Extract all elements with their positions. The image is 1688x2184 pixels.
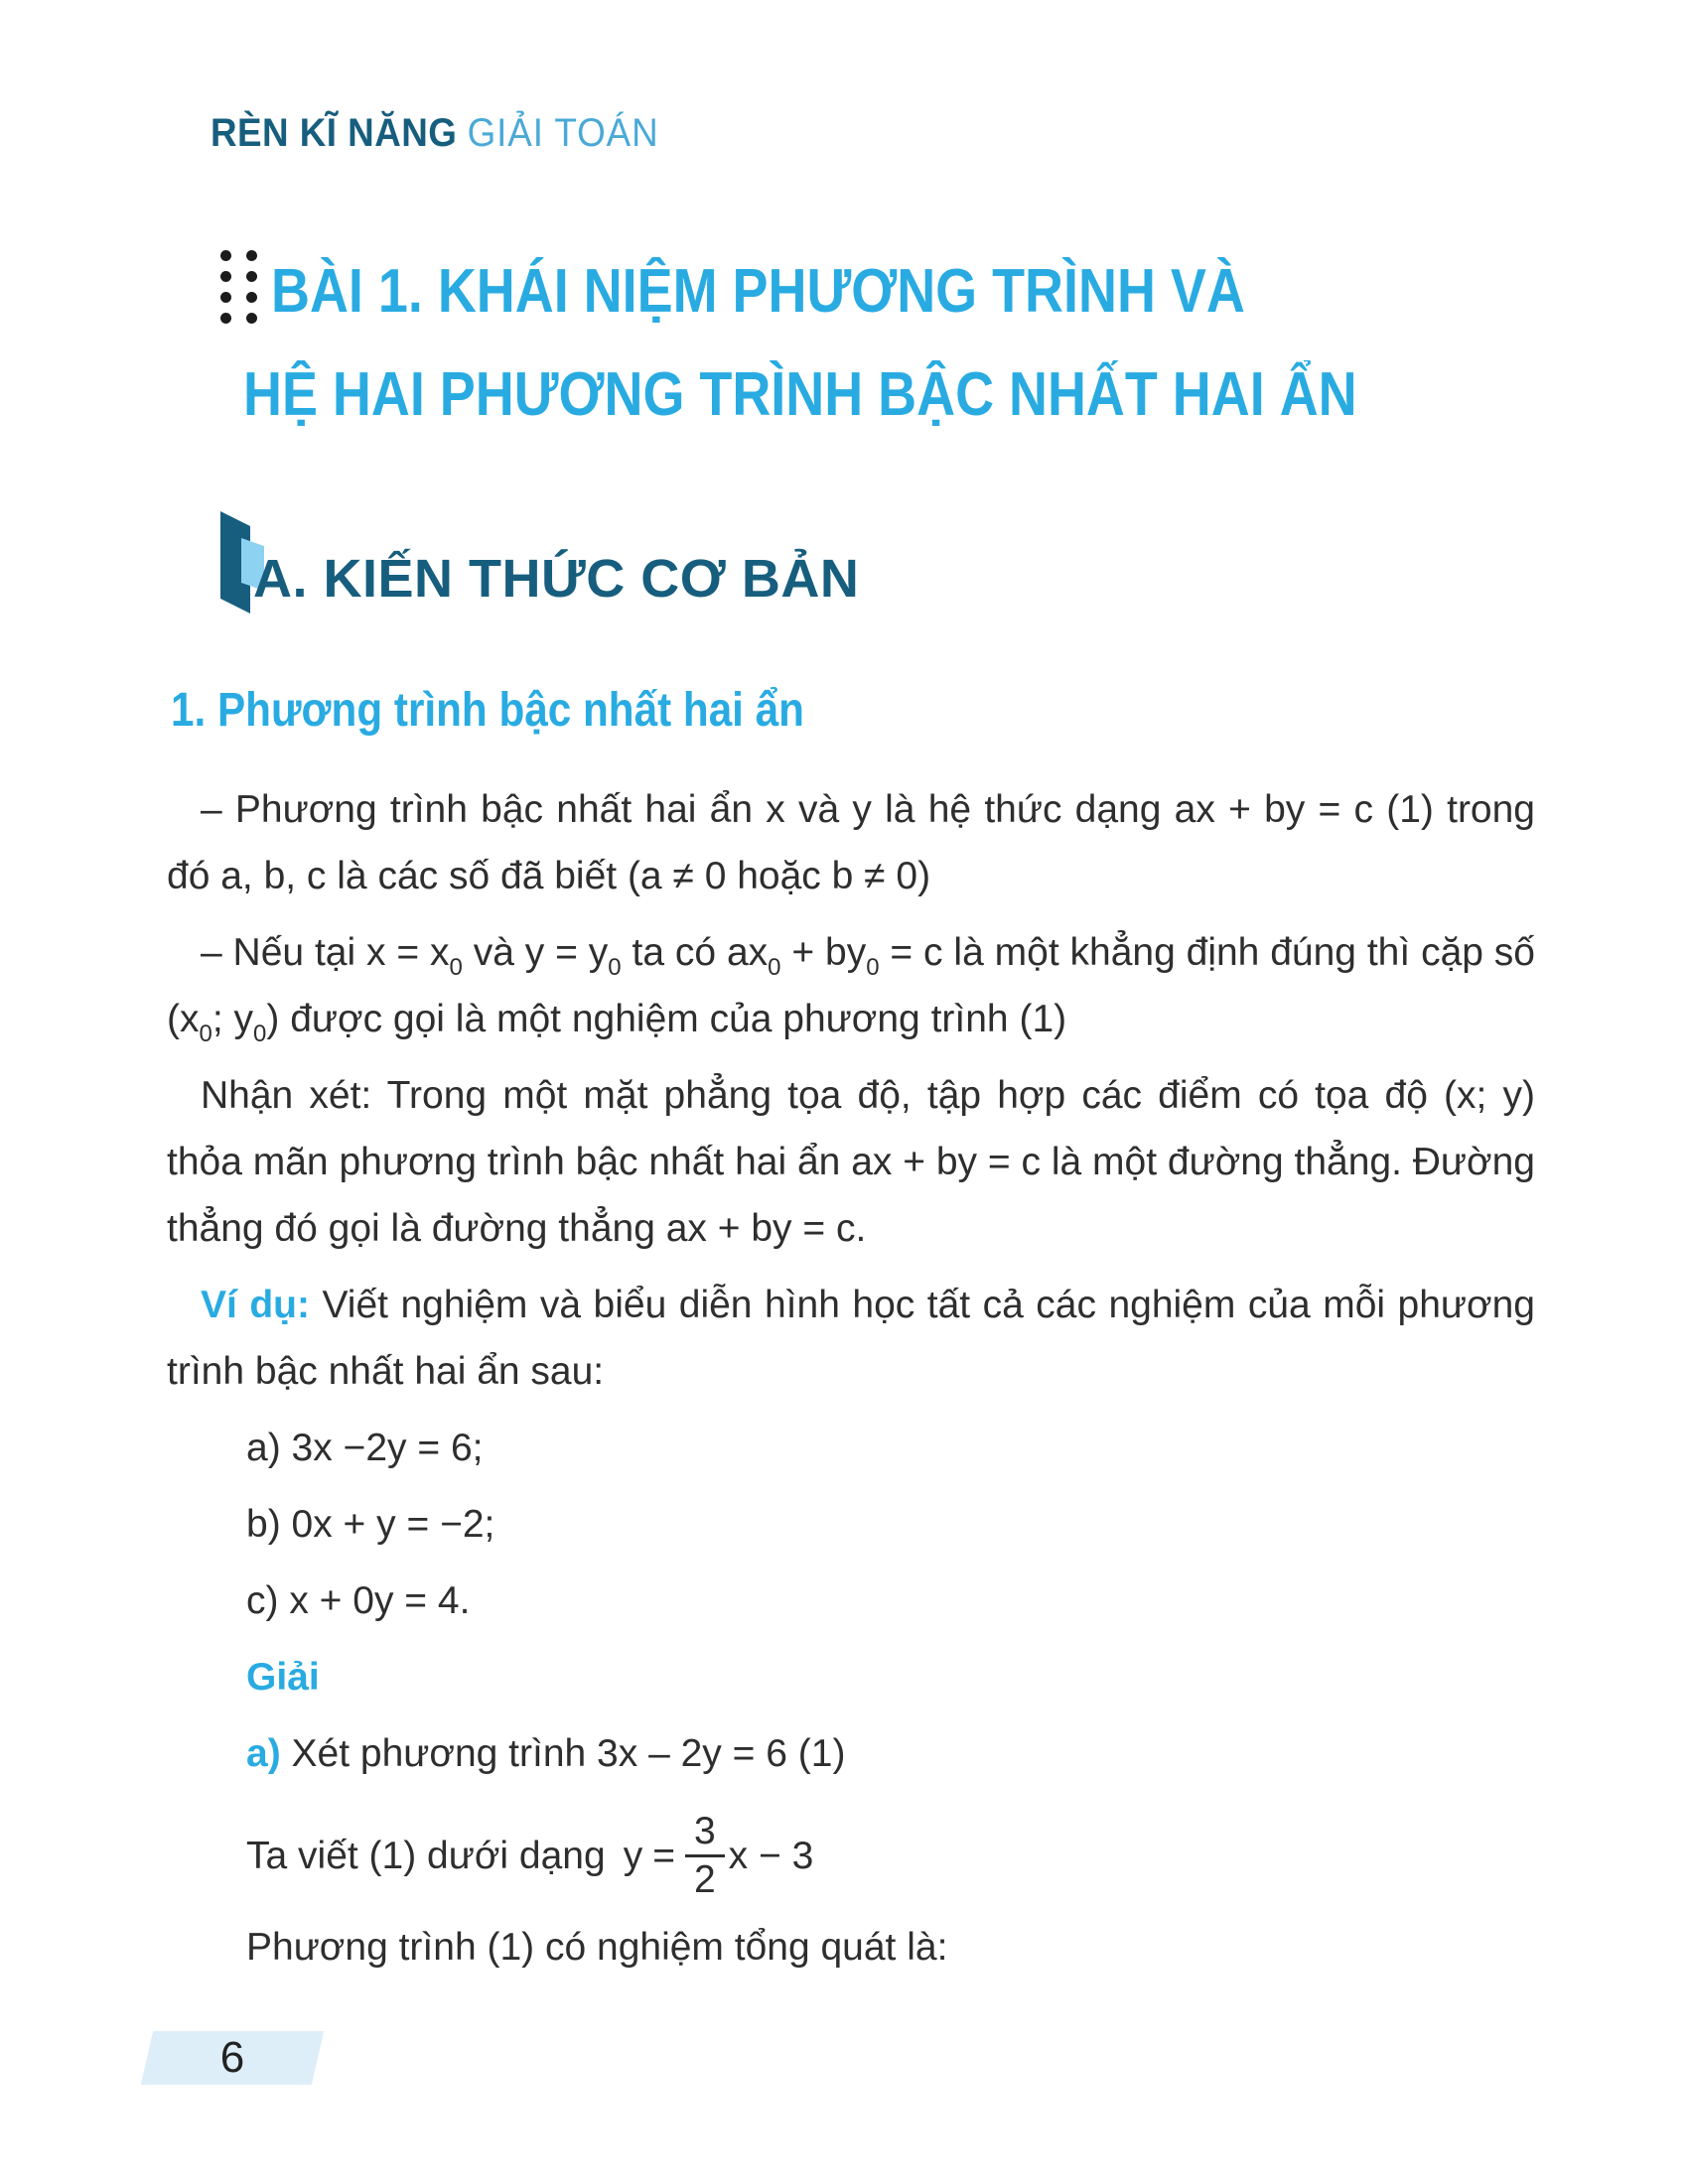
lesson-title-line1: BÀI 1. KHÁI NIỆM PHƯƠNG TRÌNH VÀ: [271, 257, 1245, 326]
running-head-subject: GIẢI TOÁN: [467, 111, 659, 155]
example-text: Viết nghiệm và biểu diễn hình học tất cả các nghiệm của mỗi phương trình bậc nhất hai ẩn sau:: [167, 1284, 1535, 1393]
rewrite-prefix: Ta viết (1) dưới dạng: [246, 1834, 606, 1877]
subscript-zero: 0: [449, 954, 463, 981]
subscript-zero: 0: [768, 954, 781, 981]
example-label: Ví dụ:: [201, 1284, 310, 1326]
paragraph-example: [167, 1272, 1535, 1405]
p2-text: – Nếu tại x = x: [201, 931, 450, 974]
dot-icon: [220, 271, 231, 282]
p2-text: + by: [780, 931, 867, 974]
paragraph-solution-pair: [167, 919, 1535, 1052]
fraction: [685, 1809, 725, 1903]
p2-text: ta có ax: [621, 931, 769, 974]
p2-text: ; y: [211, 998, 254, 1040]
dot-icon: [220, 313, 231, 324]
body-copy: [167, 776, 1535, 1990]
math-rhs: x − 3: [728, 1834, 814, 1877]
subscript-zero: 0: [608, 954, 622, 981]
dot-icon: [220, 250, 231, 261]
fraction-numerator: 3: [693, 1809, 716, 1852]
equation-item-b: b) 0x + y = −2;: [246, 1503, 495, 1546]
math-lhs: y: [623, 1834, 643, 1877]
subscript-zero: 0: [253, 1021, 267, 1047]
p2-text: và y = y: [462, 931, 609, 974]
rewrite-equation: [624, 1809, 814, 1903]
p2-text: ) được gọi là một nghiệm của phương trình (1): [266, 998, 1067, 1040]
running-head-series: RÈN KĨ NĂNG: [211, 111, 458, 155]
subscript-zero: 0: [199, 1021, 212, 1047]
fraction-denominator: 2: [685, 1854, 725, 1903]
running-head: [211, 109, 659, 157]
equation-item-a: a) 3x −2y = 6;: [246, 1427, 484, 1469]
equation-item-c: c) x + 0y = 4.: [246, 1579, 471, 1622]
section-a-heading: A. KIẾN THỨC CƠ BẢN: [253, 549, 860, 609]
paragraph-remark: Nhận xét: Trong một mặt phẳng tọa độ, tập hợp các điểm có tọa độ (x; y) thỏa mãn phương trình bậc nhất hai ẩn ax + by = c là một đường thẳng. Đường thẳng đó gọi là đường thẳng ax + by = c.: [167, 1074, 1535, 1250]
lesson-title-line2: HỆ HAI PHƯƠNG TRÌNH BẬC NHẤT HAI ẨN: [243, 360, 1357, 429]
p2-text: = c là một khẳng định đúng thì cặp số (x: [167, 931, 1535, 1040]
running-head-space: [457, 111, 467, 155]
solution-step-a: [246, 1720, 1535, 1787]
solution-a-label: a): [246, 1732, 281, 1775]
rewrite-line: [246, 1797, 1535, 1914]
solution-heading: Giải: [246, 1656, 320, 1699]
solution-a-text: Xét phương trình 3x – 2y = 6 (1): [280, 1732, 846, 1775]
page-number: 6: [219, 2033, 245, 2082]
general-solution-line: Phương trình (1) có nghiệm tổng quát là:: [246, 1926, 948, 1969]
dot-icon: [220, 292, 231, 303]
equals-sign: =: [652, 1834, 675, 1877]
lesson-title: [243, 240, 1523, 447]
subsection-heading: 1. Phương trình bậc nhất hai ẩn: [171, 684, 804, 737]
paragraph-definition: – Phương trình bậc nhất hai ẩn x và y là hệ thức dạng ax + by = c (1) trong đó a, b, c là các số đã biết (a ≠ 0 hoặc b ≠ 0): [167, 788, 1535, 897]
subscript-zero: 0: [866, 954, 880, 981]
